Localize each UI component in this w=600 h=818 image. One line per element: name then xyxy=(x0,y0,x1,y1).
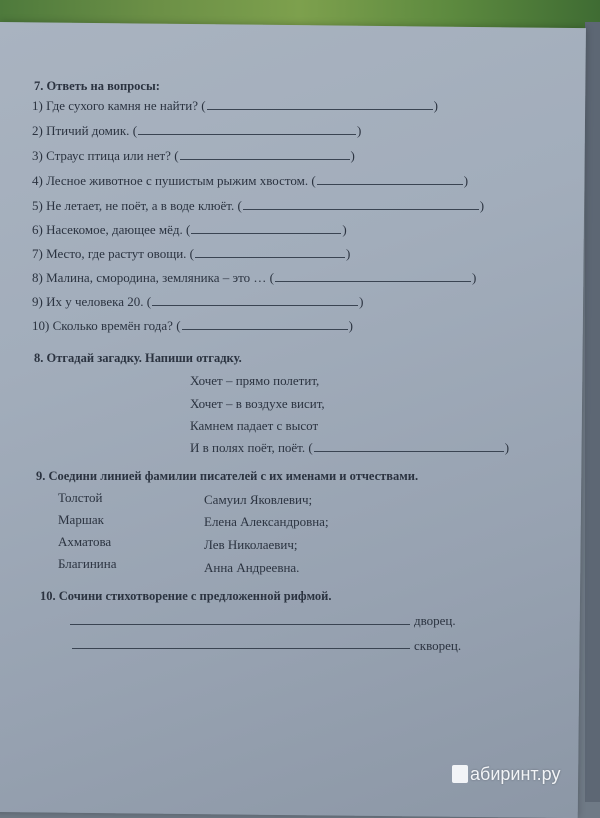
question-6: 6) Насекомое, дающее мёд. ( ) xyxy=(32,222,347,237)
question-1: 1) Где сухого камня не найти? ( ) xyxy=(32,98,438,113)
rhyme-1: дворец. xyxy=(414,613,456,628)
labirint-logo-icon xyxy=(452,765,468,783)
question-text: 7) Место, где растут овощи. xyxy=(32,246,187,261)
poem-line-2[interactable] xyxy=(72,648,410,649)
question-7: 7) Место, где растут овощи. ( ) xyxy=(32,246,351,261)
surname-2[interactable]: Маршак xyxy=(58,512,104,527)
question-4: 4) Лесное животное с пушистым рыжим хвостом. ( ) xyxy=(32,173,469,188)
riddle-line-2: Хочет – в воздухе висит, xyxy=(190,396,325,411)
question-text: 9) Их у человека 20. xyxy=(32,294,144,309)
answer-blank[interactable] xyxy=(195,246,345,258)
answer-blank[interactable] xyxy=(275,270,471,282)
question-text: 2) Птичий домик. xyxy=(32,123,130,138)
answer-blank[interactable] xyxy=(207,98,433,110)
question-2: 2) Птичий домик. ( ) xyxy=(32,123,362,138)
question-text: 10) Сколько времён года? xyxy=(32,318,173,333)
answer-blank[interactable] xyxy=(191,222,341,234)
task8-heading: 8. Отгадай загадку. Напиши отгадку. xyxy=(34,351,242,365)
answer-blank[interactable] xyxy=(152,294,358,306)
poem-line-1[interactable] xyxy=(70,624,410,625)
watermark-text: абиринт.ру xyxy=(470,764,561,784)
rhyme-2: скворец. xyxy=(414,638,462,653)
surname-1[interactable]: Толстой xyxy=(58,490,103,505)
riddle-text: И в полях поёт, поёт. xyxy=(190,440,306,455)
task10-heading: 10. Сочини стихотворение с предложенной рифмой. xyxy=(40,589,332,603)
task7-heading: 7. Ответь на вопросы: xyxy=(34,79,160,93)
answer-blank[interactable] xyxy=(138,123,356,135)
surname-4[interactable]: Благинина xyxy=(58,556,117,571)
question-text: 8) Малина, смородина, земляника – это … xyxy=(32,270,267,285)
name-3[interactable]: Лев Николаевич; xyxy=(204,537,298,552)
riddle-line-1: Хочет – прямо полетит, xyxy=(190,373,320,388)
task9-heading: 9. Соедини линией фамилии писателей с их именами и отчествами. xyxy=(36,469,419,483)
question-text: 5) Не летает, не поёт, а в воде клюёт. xyxy=(32,198,235,213)
question-text: 6) Насекомое, дающее мёд. xyxy=(32,222,183,237)
riddle-line-4: И в полях поёт, поёт. ( ) xyxy=(190,440,510,455)
question-9: 9) Их у человека 20. ( ) xyxy=(32,294,364,309)
question-text: 3) Страус птица или нет? xyxy=(32,148,171,163)
question-text: 1) Где сухого камня не найти? xyxy=(32,98,198,113)
watermark-logo xyxy=(452,764,560,785)
answer-blank[interactable] xyxy=(317,173,463,185)
answer-blank[interactable] xyxy=(182,318,348,330)
question-text: 4) Лесное животное с пушистым рыжим хвостом. xyxy=(32,173,309,188)
riddle-line-3: Камнем падает с высот xyxy=(190,418,319,433)
question-3: 3) Страус птица или нет? ( ) xyxy=(32,148,355,163)
answer-blank[interactable] xyxy=(180,148,350,160)
name-1[interactable]: Самуил Яковлевич; xyxy=(204,492,313,507)
riddle-answer-blank[interactable] xyxy=(314,440,504,452)
question-10: 10) Сколько времён года? ( ) xyxy=(32,318,353,333)
question-5: 5) Не летает, не поёт, а в воде клюёт. ( ) xyxy=(32,198,485,213)
answer-blank[interactable] xyxy=(243,198,479,210)
name-2[interactable]: Елена Александровна; xyxy=(204,514,329,529)
question-8: 8) Малина, смородина, земляника – это … ( ) xyxy=(32,270,477,285)
surname-3[interactable]: Ахматова xyxy=(58,534,112,549)
name-4[interactable]: Анна Андреевна. xyxy=(204,560,300,575)
